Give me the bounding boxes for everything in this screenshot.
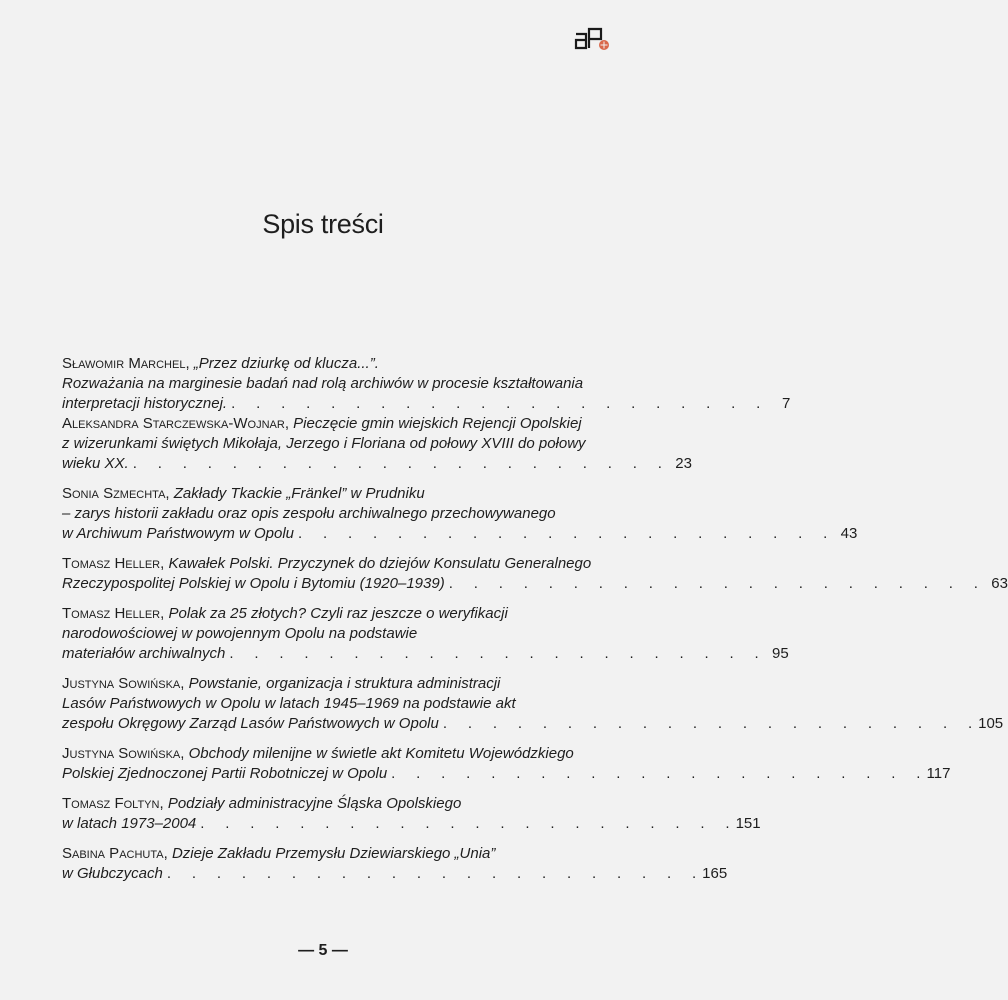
toc-entry-line — [62, 744, 612, 764]
entry-title-line: Zakłady Tkackie „Fränkel” w Prudniku — [173, 485, 425, 502]
toc-entry[interactable] — [62, 744, 951, 784]
entry-author: Sabina Pachuta — [62, 845, 164, 862]
entry-page-number: 105 — [978, 715, 1004, 732]
toc-entry-line — [62, 434, 612, 454]
entry-title-line: narodowościowej w powojennym Opolu na podstawie — [62, 625, 418, 642]
dot-leader: . . . . . . . . . . . . . . . . . . . . . . — [200, 815, 730, 832]
entry-page-number: 95 — [772, 645, 789, 662]
toc-entry-line — [62, 554, 612, 574]
toc-entry-line — [62, 794, 612, 814]
entry-page-number: 43 — [840, 525, 858, 542]
separator: , — [284, 415, 294, 432]
entry-title-line: wieku XX. — [62, 455, 129, 472]
toc-entry-line — [62, 454, 692, 474]
entry-author: Justyna Sowińska — [62, 675, 181, 692]
toc-entry-line — [62, 844, 612, 864]
entry-title-line: w latach 1973–2004 — [62, 815, 197, 832]
table-of-contents — [62, 354, 1008, 894]
entry-author: Aleksandra Starczewska-Wojnar — [62, 415, 285, 432]
entry-title-line: Powstanie, organizacja i struktura administracji — [188, 675, 501, 692]
entry-title-line: „Przez dziurkę od klucza...”. — [193, 355, 379, 372]
entry-page-number: 7 — [782, 395, 791, 412]
entry-author: Tomasz Heller — [62, 605, 161, 622]
entry-title-line: Kawałek Polski. Przyczynek do dziejów Konsulatu Generalnego — [168, 555, 592, 572]
separator: , — [163, 845, 172, 862]
separator: , — [165, 485, 174, 502]
separator: , — [185, 355, 194, 372]
publisher-logo — [574, 26, 610, 52]
entry-title-line: Polak za 25 złotych? Czyli raz jeszcze o weryfikacji — [168, 605, 508, 622]
dot-leader: . . . . . . . . . . . . . . . . . . . . . . — [132, 455, 662, 472]
entry-page-number: 117 — [926, 765, 951, 782]
toc-entry-line — [62, 524, 858, 544]
toc-entry-line — [62, 484, 612, 504]
toc-entry[interactable] — [62, 414, 692, 474]
entry-page-number: 151 — [735, 815, 761, 832]
toc-entry[interactable] — [62, 604, 789, 664]
separator: , — [160, 555, 169, 572]
dot-leader: . . . . . . . . . . . . . . . . . . . . . . — [448, 575, 978, 592]
entry-author: Sławomir Marchel — [62, 355, 186, 372]
entry-title-line: Obchody milenijne w świetle akt Komitetu Wojewódzkiego — [188, 745, 574, 762]
toc-entry[interactable] — [62, 484, 858, 544]
toc-entry-line — [62, 714, 1004, 734]
entry-title-line: – zarys historii zakładu oraz opis zespołu archiwalnego przechowywanego — [62, 505, 556, 522]
toc-entry-line — [62, 504, 612, 524]
entry-page-number: 63 — [991, 575, 1008, 592]
entry-title-line: Polskiej Zjednoczonej Partii Robotniczej w Opolu — [62, 765, 388, 782]
separator: , — [180, 675, 189, 692]
dot-leader: . . . . . . . . . . . . . . . . . . . . . . — [442, 715, 973, 732]
entry-title-line: zespołu Okręgowy Zarząd Lasów Państwowych w Opolu — [62, 715, 439, 732]
toc-entry-line — [62, 374, 612, 394]
toc-entry-line — [62, 574, 1008, 594]
toc-entry-line — [62, 394, 791, 414]
entry-author: Tomasz Heller — [62, 555, 161, 572]
entry-title-line: Dzieje Zakładu Przemysłu Dziewiarskiego „Unia” — [171, 845, 496, 862]
entry-title-line: materiałów archiwalnych — [62, 645, 226, 662]
dot-leader: . . . . . . . . . . . . . . . . . . . . . . — [298, 525, 828, 542]
toc-entry[interactable] — [62, 674, 1004, 734]
entry-title-line: Rozważania na marginesie badań nad rolą archiwów w procesie kształtowania — [62, 375, 584, 392]
entry-title-line: Pieczęcie gmin wiejskich Rejencji Opolskiej — [293, 415, 582, 432]
separator: , — [180, 745, 189, 762]
toc-entry[interactable] — [62, 354, 791, 414]
entry-title-line: z wizerunkami świętych Mikołaja, Jerzego i Floriana od połowy XVIII do połowy — [62, 435, 586, 452]
toc-entry-line — [62, 644, 789, 664]
separator: , — [160, 605, 169, 622]
page-title: Spis treści — [262, 209, 384, 239]
toc-entry[interactable] — [62, 554, 1008, 594]
entry-title-line: w Archiwum Państwowym w Opolu — [62, 525, 295, 542]
page-number: — 5 — — [298, 942, 348, 959]
toc-entry-line — [62, 624, 612, 644]
toc-entry-line — [62, 864, 728, 884]
entry-page-number: 23 — [675, 455, 692, 472]
entry-title-line: interpretacji historycznej. — [62, 395, 228, 412]
entry-title-line: Lasów Państwowych w Opolu w latach 1945–1969 na podstawie akt — [62, 695, 516, 712]
toc-entry-line — [62, 354, 612, 374]
toc-entry[interactable] — [62, 794, 761, 834]
toc-entry-line — [62, 814, 761, 834]
dot-leader: . . . . . . . . . . . . . . . . . . . . . . — [231, 395, 761, 412]
dot-leader: . . . . . . . . . . . . . . . . . . . . . . — [391, 765, 921, 782]
toc-entry-line — [62, 414, 612, 434]
dot-leader: . . . . . . . . . . . . . . . . . . . . . . — [229, 645, 759, 662]
toc-entry-line — [62, 694, 612, 714]
entry-title-line: w Głubczycach — [62, 865, 163, 882]
entry-author: Justyna Sowińska — [62, 745, 181, 762]
dot-leader: . . . . . . . . . . . . . . . . . . . . . . — [166, 865, 697, 882]
toc-entry-line — [62, 604, 612, 624]
entry-title-line: Podziały administracyjne Śląska Opolskiego — [167, 795, 462, 812]
entry-author: Tomasz Foltyn — [62, 795, 160, 812]
entry-page-number: 165 — [702, 865, 728, 882]
entry-title-line: Rzeczypospolitej Polskiej w Opolu i Bytomiu (1920–1939) — [62, 575, 445, 592]
toc-entry[interactable] — [62, 844, 728, 884]
toc-entry-line — [62, 674, 612, 694]
toc-entry-line — [62, 764, 951, 784]
separator: , — [159, 795, 168, 812]
entry-author: Sonia Szmechta — [62, 485, 166, 502]
